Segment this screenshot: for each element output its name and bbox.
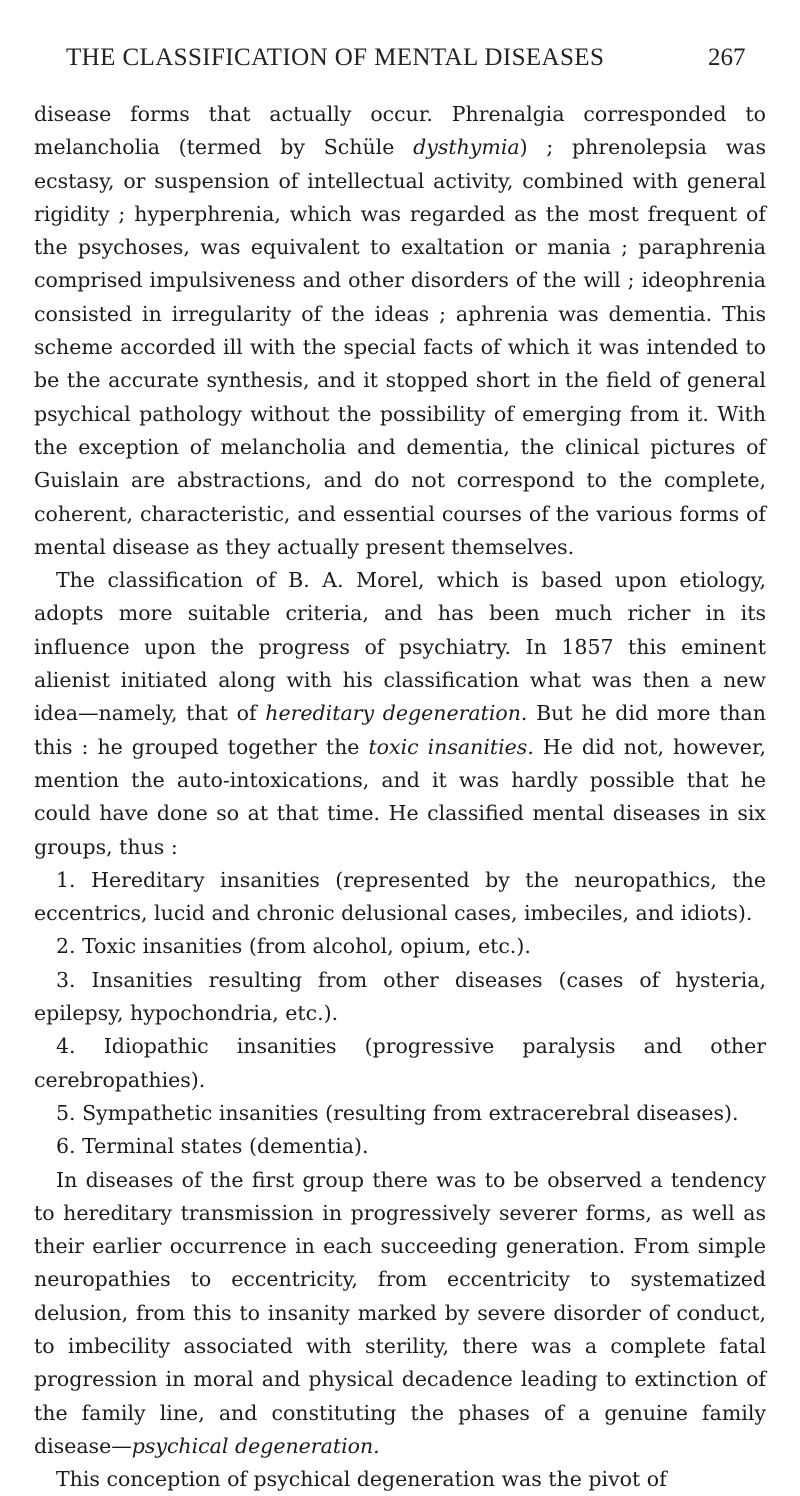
text-run: ) ; phrenolepsia was ecstasy, or suspension of intellectual activity, combined with general rigidity ; hyperphrenia, which was regarded as the most frequent of the psychoses, was equivalent to exaltation or mania ; paraphrenia comprised impulsiveness and other disorders of the will ; ideophrenia consisted in irregularity of the ideas ; aphrenia was dementia. This scheme accorded ill with the special facts of which it was intended to be the accurate synthesis, and it stopped short in the field of general psychical pathology without the possibility of emerging from it. With the exception of melancholia and dementia, the clinical pictures of Guislain are abstractions, and do not correspond to the complete, coherent, characteristic, and essential courses of the various forms of mental disease as they actually present themselves.: [34, 135, 766, 559]
list-item: 4. Idiopathic insanities (progressive paralysis and other cerebropathies).: [34, 1034, 766, 1092]
list-item: 5. Sympathetic insanities (resulting from extracerebral diseases).: [56, 1100, 739, 1125]
paragraph-closing: This conception of psychical degeneration was the pivot of: [56, 1467, 667, 1492]
text-run: The classification of B. A. Morel, which is based upon etiology, adopts more suitable criteria, and has been much richer in its influence upon the progress of psychiatry. In 1857 this eminent alienist initiated along with his classification what was then a new idea—namely, that of: [34, 568, 766, 726]
running-title: THE CLASSIFICATION OF MENTAL DISEASES: [66, 44, 605, 71]
italic-term: psychical degeneration.: [131, 1433, 380, 1458]
text-run: In diseases of the first group there was to be observed a tendency to hereditary transmission in progressively severer forms, as well as their earlier occurrence in each succeeding generation. From simple neuropathies to eccentricity, from eccentricity to systematized delusion, from this to insanity marked by severe disorder of conduct, to imbecility associated with sterility, there was a complete fatal progression in moral and physical decadence leading to extinction of the family line, and constituting the phases of a genuine family disease—: [34, 1167, 766, 1458]
italic-term: hereditary degeneration.: [265, 701, 528, 726]
body-text: [34, 98, 766, 1496]
paragraph-first-group: [34, 1164, 766, 1464]
list-item: 1. Hereditary insanities (represented by the neuropathics, the eccentrics, lucid and chronic delusional cases, imbeciles, and idiots).: [34, 867, 766, 926]
paragraph-continuation: [34, 98, 766, 564]
text-run: disease forms that actually occur. Phrenalgia corresponded to melancholia (termed by Schüle: [34, 102, 766, 160]
italic-term: toxic insanities.: [368, 734, 534, 759]
text-run: But he did more than this : he grouped together the: [34, 701, 766, 759]
list-item: 6. Terminal states (dementia).: [56, 1134, 369, 1159]
text-run: He did not, however, mention the auto-intoxications, and it was hardly possible that he could have done so at that time. He classified mental diseases in six groups, thus :: [34, 734, 767, 859]
list-item: 3. Insanities resulting from other diseases (cases of hysteria, epilepsy, hypochondria, etc.).: [34, 967, 766, 1026]
list-item: 2. Toxic insanities (from alcohol, opium, etc.).: [56, 934, 531, 959]
paragraph-morel: [34, 564, 766, 864]
page-number: 267: [708, 44, 746, 71]
italic-term: dysthymia: [413, 135, 520, 160]
